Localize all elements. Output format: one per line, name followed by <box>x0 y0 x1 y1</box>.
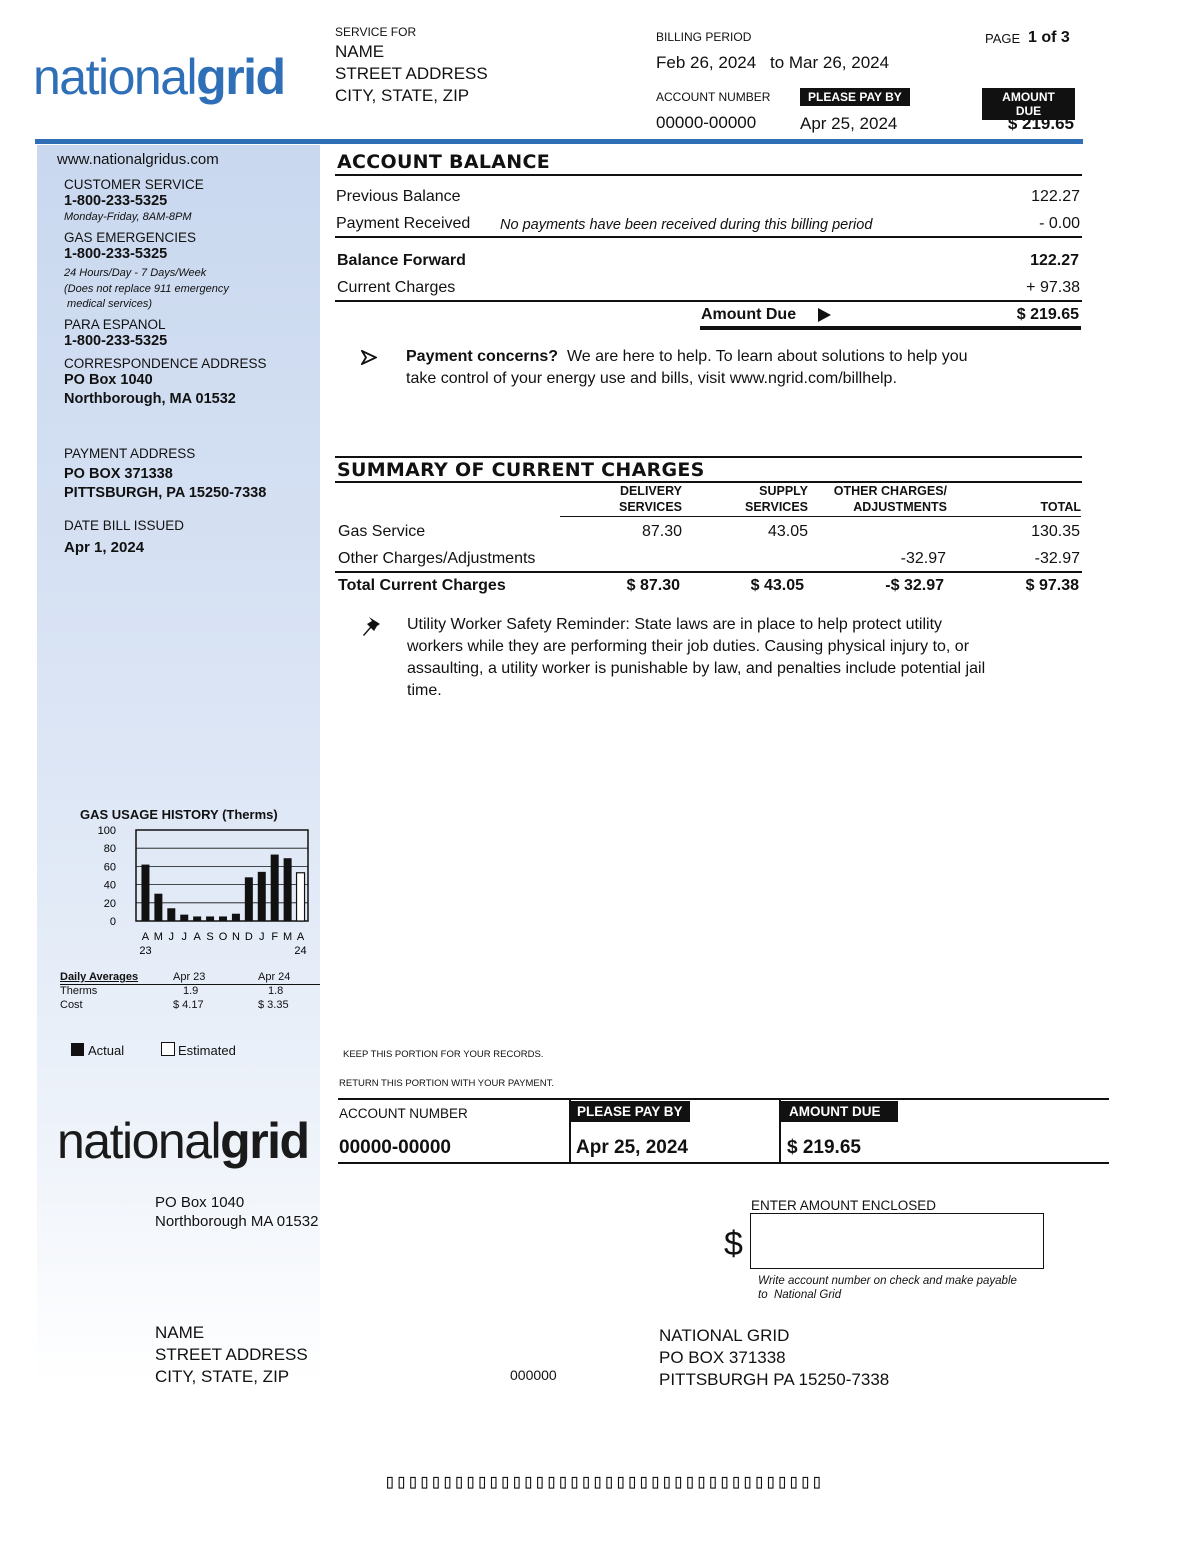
col-header-other: OTHER CHARGES/ <box>833 484 947 498</box>
pay-by-label: PLEASE PAY BY <box>800 88 910 106</box>
gas-usage-chart-svg <box>60 824 320 964</box>
header-divider <box>35 139 1083 144</box>
year-label: 23 <box>139 945 152 957</box>
usage-bar <box>141 865 149 921</box>
usage-bar <box>206 916 214 921</box>
divider <box>338 1098 1109 1100</box>
usage-bar <box>284 858 292 921</box>
espanol-phone: 1-800-233-5325 <box>64 333 168 349</box>
x-tick-label: M <box>153 931 163 943</box>
billing-period-label: BILLING PERIOD <box>656 30 752 44</box>
remit-name: NATIONAL GRID <box>659 1326 790 1345</box>
customer-name: NAME <box>155 1323 205 1342</box>
customer-city: CITY, STATE, ZIP <box>155 1367 290 1386</box>
national-grid-logo: nationalgrid <box>33 49 285 105</box>
summary-title: SUMMARY OF CURRENT CHARGES <box>337 459 705 481</box>
remit-line1: PO BOX 371338 <box>659 1348 786 1367</box>
date-issued: Apr 1, 2024 <box>64 539 145 556</box>
correspondence-label: CORRESPONDENCE ADDRESS <box>64 356 267 371</box>
legend-actual-label: Actual <box>88 1043 125 1058</box>
balance-forward-label: Balance Forward <box>337 252 466 269</box>
billing-period-from: Feb 26, 2024 <box>656 53 757 72</box>
col-header-other: ADJUSTMENTS <box>853 500 947 514</box>
legend-actual-swatch <box>71 1043 84 1056</box>
table-cell-total: $ 97.38 <box>1025 577 1079 594</box>
amount-due-row-label: Amount Due <box>701 306 797 323</box>
therms-value: 1.8 <box>268 985 284 997</box>
account-number-label: ACCOUNT NUMBER <box>656 90 771 104</box>
account-balance-title: ACCOUNT BALANCE <box>337 151 550 173</box>
col-header-delivery: SERVICES <box>619 500 682 514</box>
table-cell-total: -32.97 <box>1034 550 1080 567</box>
divider <box>335 236 1082 238</box>
table-cell-supply: $ 43.05 <box>750 577 804 594</box>
divider <box>700 326 1081 330</box>
gas-usage-chart <box>60 824 320 964</box>
x-tick-label: J <box>181 931 187 943</box>
current-charges-label: Current Charges <box>337 279 456 296</box>
divider <box>335 300 1082 302</box>
y-tick-label: 40 <box>103 879 116 892</box>
gas-emergencies-note: 24 Hours/Day - 7 Days/Week <box>64 267 207 279</box>
divider <box>335 571 1082 573</box>
return-address-line1: PO Box 1040 <box>155 1194 245 1211</box>
y-tick-label: 100 <box>97 825 116 837</box>
stub-amount-due-label: AMOUNT DUE <box>781 1101 898 1122</box>
safety-reminder-text: workers while they are performing their job duties. Causing physical injury to, or <box>407 638 970 655</box>
stub-amount-due: $ 219.65 <box>787 1137 861 1158</box>
amount-due-label: AMOUNT DUE <box>982 88 1075 120</box>
return-portion-text: RETURN THIS PORTION WITH YOUR PAYMENT. <box>339 1078 554 1089</box>
account-number: 00000-00000 <box>656 113 757 132</box>
check-note: to National Grid <box>758 1289 842 1301</box>
customer-street: STREET ADDRESS <box>155 1345 308 1364</box>
y-tick-label: 60 <box>103 861 116 874</box>
stub-pay-by-date: Apr 25, 2024 <box>576 1137 688 1158</box>
payment-address-line1: PO BOX 371338 <box>64 466 173 482</box>
y-tick-label: 20 <box>103 897 116 910</box>
x-tick-label: S <box>206 931 214 943</box>
return-address-line2: Northborough MA 01532 <box>155 1213 319 1230</box>
usage-bar <box>245 877 253 921</box>
x-tick-label: D <box>244 931 253 943</box>
correspondence-line2: Northborough, MA 01532 <box>64 391 236 407</box>
divider <box>560 516 1081 517</box>
legend-estimated-swatch <box>161 1042 175 1056</box>
averages-col-header: Apr 23 <box>173 971 206 983</box>
page-number: 1 of 3 <box>1028 29 1070 46</box>
safety-reminder-text: Utility Worker Safety Reminder: State laws are in place to help protect utility <box>407 616 943 633</box>
keep-portion-text: KEEP THIS PORTION FOR YOUR RECORDS. <box>343 1049 544 1060</box>
table-row-label: Other Charges/Adjustments <box>338 550 536 567</box>
customer-service-label: CUSTOMER SERVICE <box>64 177 204 192</box>
usage-bar <box>167 908 175 921</box>
table-row-label: Gas Service <box>338 523 426 540</box>
x-tick-label: J <box>168 931 175 943</box>
x-tick-label: A <box>193 931 201 943</box>
stub-account-number-label: ACCOUNT NUMBER <box>339 1106 468 1121</box>
current-charges-value: + 97.38 <box>1026 279 1080 296</box>
x-tick-label: N <box>231 931 240 943</box>
arrow-right-icon <box>818 308 831 322</box>
remit-line2: PITTSBURGH PA 15250-7338 <box>659 1370 890 1389</box>
table-cell-other: -$ 32.97 <box>885 577 944 594</box>
enter-amount-label: ENTER AMOUNT ENCLOSED <box>751 1198 937 1213</box>
usage-bar <box>154 894 162 921</box>
table-cell-other: -32.97 <box>900 550 946 567</box>
year-label: 24 <box>294 945 307 957</box>
divider <box>338 1162 1109 1164</box>
y-tick-label: 80 <box>103 843 116 856</box>
dollar-sign: $ <box>724 1225 743 1263</box>
service-for-label: SERVICE FOR <box>335 25 417 39</box>
cost-value: $ 4.17 <box>173 999 204 1011</box>
service-city: CITY, STATE, ZIP <box>335 86 470 105</box>
service-street: STREET ADDRESS <box>335 64 488 83</box>
chart-title: GAS USAGE HISTORY (Therms) <box>80 807 278 822</box>
col-header-supply: SERVICES <box>745 500 808 514</box>
amount-enclosed-input[interactable] <box>750 1213 1044 1269</box>
usage-bar <box>219 916 227 921</box>
table-cell-delivery: 87.30 <box>641 523 682 540</box>
gas-emergencies-note: (Does not replace 911 emergency <box>64 283 229 295</box>
usage-bar <box>180 915 188 921</box>
table-cell-supply: 43.05 <box>767 523 808 540</box>
amount-due-value: $ 219.65 <box>1007 114 1074 133</box>
payment-note: No payments have been received during this billing period <box>500 217 873 233</box>
stub-account-number: 00000-00000 <box>339 1137 451 1158</box>
x-tick-label: F <box>271 931 279 943</box>
averages-col-header: Apr 24 <box>258 971 291 983</box>
cost-value: $ 3.35 <box>258 999 289 1011</box>
x-tick-label: O <box>218 931 228 943</box>
pay-by-date: Apr 25, 2024 <box>800 114 898 133</box>
mail-code: 000000 <box>510 1367 557 1383</box>
payment-received-value: - 0.00 <box>1039 215 1080 232</box>
therms-label: Therms <box>60 985 98 997</box>
national-grid-logo-stub: nationalgrid <box>57 1113 309 1169</box>
check-note: Write account number on check and make payable <box>758 1275 1017 1287</box>
table-cell-delivery: $ 87.30 <box>626 577 680 594</box>
correspondence-line1: PO Box 1040 <box>64 372 153 388</box>
pushpin-icon <box>360 614 384 638</box>
pointer-arrow-icon <box>361 350 377 365</box>
previous-balance-label: Previous Balance <box>336 188 461 205</box>
therms-value: 1.9 <box>183 985 199 997</box>
y-tick-label: 0 <box>109 916 116 928</box>
website-link[interactable]: www.nationalgridus.com <box>57 151 219 168</box>
usage-bar <box>193 916 201 921</box>
safety-reminder-text: assaulting, a utility worker is punishable by law, and penalties include potential jail <box>407 660 986 677</box>
x-tick-label: A <box>296 931 305 943</box>
legend-estimated-label: Estimated <box>178 1043 236 1058</box>
gas-emergencies-phone: 1-800-233-5325 <box>64 246 168 262</box>
divider <box>335 481 1082 483</box>
stub-pay-by-label: PLEASE PAY BY <box>570 1101 690 1122</box>
amount-due-row-value: $ 219.65 <box>1016 306 1079 323</box>
usage-bar <box>258 872 266 921</box>
espanol-label: PARA ESPANOL <box>64 317 166 332</box>
divider <box>335 456 1082 458</box>
col-header-supply: SUPPLY <box>759 484 808 498</box>
payment-address-line2: PITTSBURGH, PA 15250-7338 <box>64 485 267 501</box>
payment-received-label: Payment Received <box>336 215 471 232</box>
table-row-label: Total Current Charges <box>338 577 506 594</box>
page-label: PAGE <box>985 31 1021 46</box>
usage-bar <box>297 873 305 921</box>
safety-reminder-text: time. <box>407 682 442 699</box>
x-tick-label: A <box>141 931 150 943</box>
service-name: NAME <box>335 42 385 61</box>
date-issued-label: DATE BILL ISSUED <box>64 518 185 533</box>
daily-averages-title: Daily Averages <box>60 971 139 983</box>
table-cell-total: 130.35 <box>1031 523 1080 540</box>
col-header-total: TOTAL <box>1040 500 1081 514</box>
billing-period-to: to Mar 26, 2024 <box>770 53 890 72</box>
payment-concerns-text: take control of your energy use and bills, visit www.ngrid.com/billhelp. <box>406 370 897 387</box>
x-tick-label: M <box>283 931 293 943</box>
gas-emergencies-note: medical services) <box>64 298 153 310</box>
ocr-scanline: ▯▯▯▯▯▯▯▯▯▯▯▯▯▯▯▯▯▯▯▯▯▯▯▯▯▯▯▯▯▯▯▯▯▯▯▯▯▯ <box>384 1469 823 1493</box>
previous-balance-value: 122.27 <box>1031 188 1080 205</box>
gas-emergencies-label: GAS EMERGENCIES <box>64 230 197 245</box>
customer-service-phone: 1-800-233-5325 <box>64 193 168 209</box>
col-header-delivery: DELIVERY <box>619 484 682 498</box>
cost-label: Cost <box>60 999 83 1011</box>
balance-forward-value: 122.27 <box>1030 252 1079 269</box>
usage-bar <box>271 855 279 921</box>
x-tick-label: J <box>259 931 265 943</box>
payment-address-label: PAYMENT ADDRESS <box>64 446 196 461</box>
divider <box>335 174 1082 176</box>
customer-service-hours: Monday-Friday, 8AM-8PM <box>64 211 192 223</box>
payment-concerns-text: Payment concerns? We are here to help. To learn about solutions to help you <box>406 348 968 365</box>
usage-bar <box>232 914 240 921</box>
